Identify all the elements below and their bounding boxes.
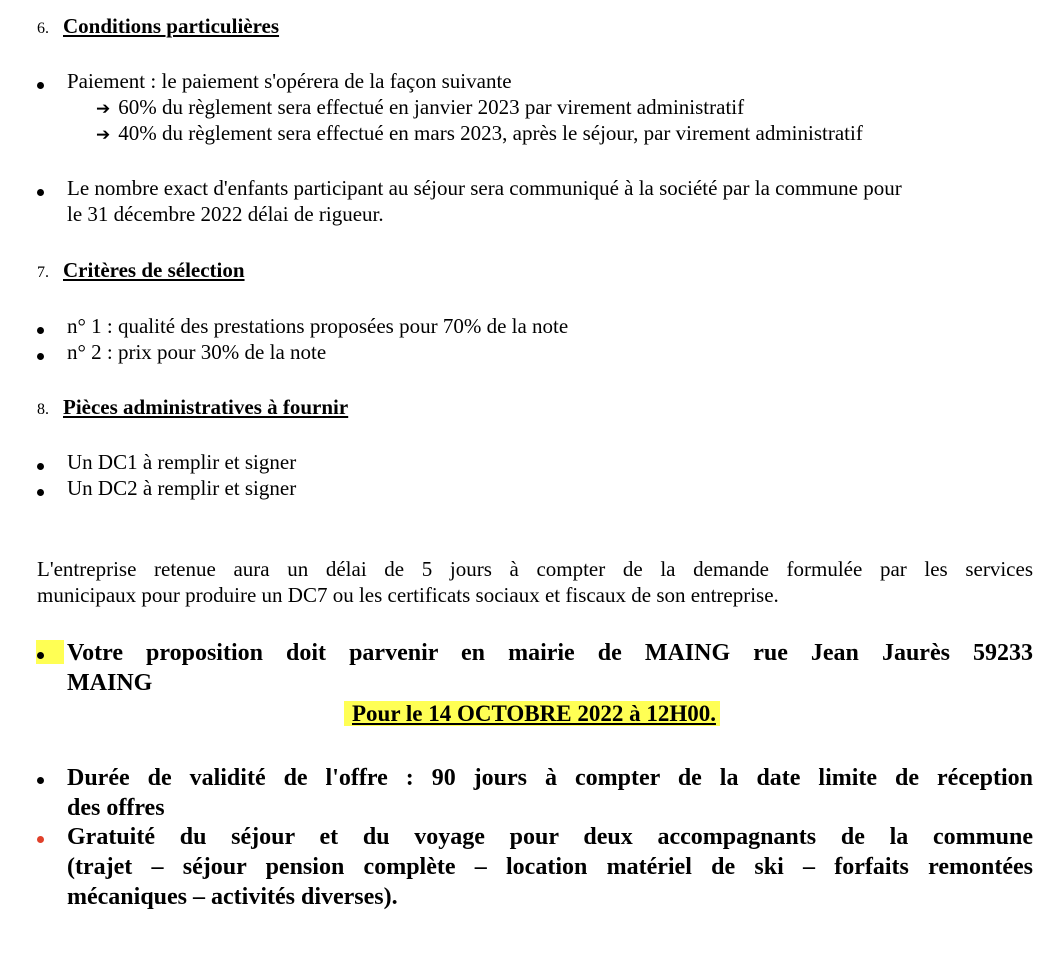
section-8-heading [37, 395, 348, 420]
free-stay-block [67, 822, 1033, 912]
bullet-icon [37, 652, 44, 659]
bullet-icon [37, 189, 44, 196]
free-line-3: mécaniques – activités diverses). [67, 884, 398, 910]
deadline-text: Pour le 14 OCTOBRE 2022 à 12H00. [344, 701, 720, 726]
deadline-row [0, 700, 1064, 728]
validity-line-1: Durée de validité de l'offre : 90 jours à compter de la date limite de réception [67, 765, 1033, 791]
free-line-2: (trajet – séjour pension complète – location matériel de ski – forfaits remontées [67, 854, 1033, 880]
proposal-line-2: MAING [67, 670, 153, 696]
paragraph-line-2: municipaux pour produire un DC7 ou les certificats sociaux et fiscaux de son entreprise. [37, 583, 779, 607]
payment-item-1 [96, 94, 744, 122]
document-item-2: Un DC2 à remplir et signer [67, 476, 297, 500]
section-number: 6. [37, 20, 49, 37]
validity-block [67, 763, 1033, 823]
children-line-2: le 31 décembre 2022 délai de rigueur. [67, 202, 384, 226]
bullet-icon [37, 777, 44, 784]
payment-item-text: 40% du règlement sera effectué en mars 2023, après le séjour, par virement administratif [118, 121, 863, 145]
section-6-heading [37, 14, 279, 39]
proposal-line-1: Votre proposition doit parvenir en mairie de MAING rue Jean Jaurès 59233 [67, 640, 1033, 666]
section-title: Critères de sélection [63, 258, 245, 282]
payment-item-text: 60% du règlement sera effectué en janvier 2023 par virement administratif [118, 95, 745, 119]
criteria-item-1: n° 1 : qualité des prestations proposées pour 70% de la note [67, 314, 569, 338]
bullet-icon [37, 82, 44, 89]
payment-item-2 [96, 120, 863, 148]
children-line-1: Le nombre exact d'enfants participant au séjour sera communiqué à la société par la commune pour [67, 176, 902, 200]
company-paragraph [37, 556, 1033, 608]
section-7-heading [37, 258, 245, 283]
children-paragraph [67, 175, 1037, 227]
free-line-1: Gratuité du séjour et du voyage pour deux accompagnants de la commune [67, 824, 1033, 850]
bullet-icon [37, 353, 44, 360]
validity-line-2: des offres [67, 795, 165, 821]
bullet-icon [37, 489, 44, 496]
arrow-right-icon: ➔ [96, 99, 111, 118]
criteria-item-2: n° 2 : prix pour 30% de la note [67, 340, 327, 364]
section-title: Conditions particulières [63, 14, 280, 38]
bullet-icon [37, 463, 44, 470]
document-item-1: Un DC1 à remplir et signer [67, 450, 297, 474]
red-bullet-icon [37, 836, 44, 843]
section-number: 7. [37, 264, 49, 281]
bullet-icon [37, 327, 44, 334]
paragraph-line-1: L'entreprise retenue aura un délai de 5 jours à compter de la demande formulée par les services [37, 557, 1033, 581]
payment-intro: Paiement : le paiement s'opérera de la façon suivante [67, 69, 512, 93]
proposal-block [67, 638, 1033, 698]
section-title: Pièces administratives à fournir [63, 395, 349, 419]
arrow-right-icon: ➔ [96, 125, 111, 144]
section-number: 8. [37, 401, 49, 418]
